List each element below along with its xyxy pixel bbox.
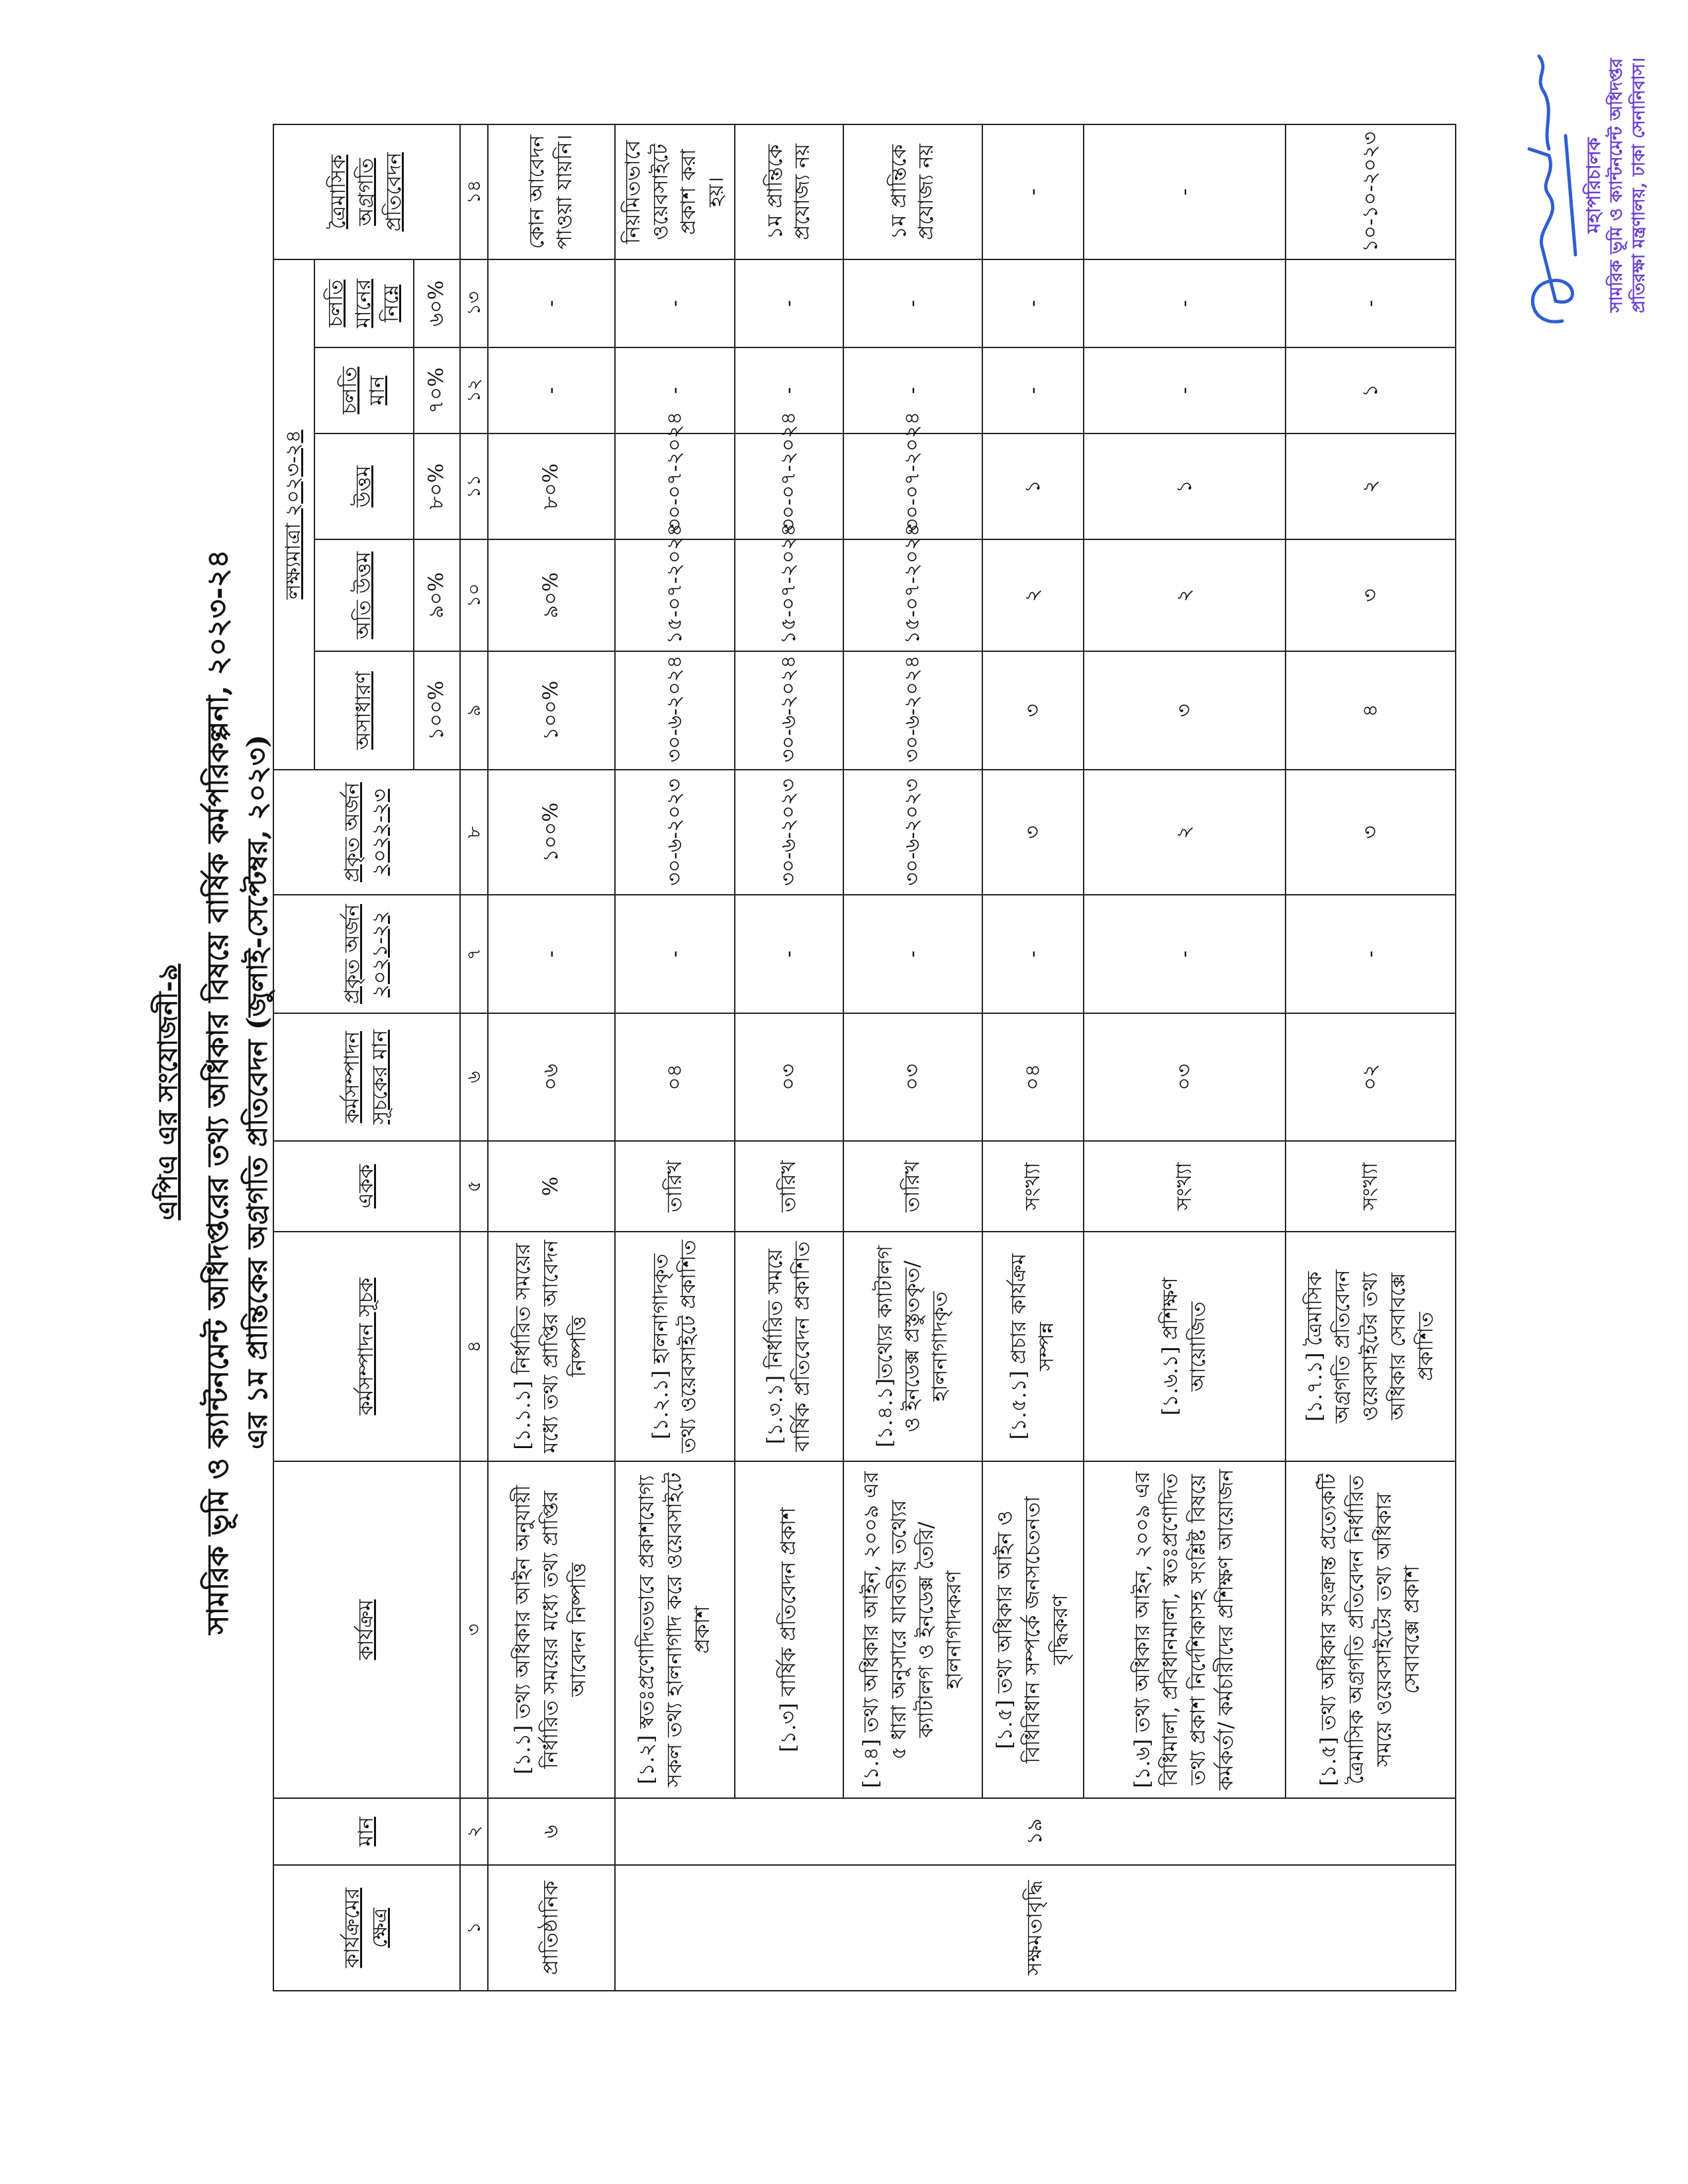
t70-cell: - (735, 347, 843, 433)
report-cell: - (1084, 124, 1286, 259)
area-cell: সক্ষমতাবৃদ্ধি (615, 1865, 1456, 1991)
header-target-pct: ১০০% (414, 651, 460, 770)
indicator-cell: [১.১.১] নির্ধারিত সময়ের মধ্যে তথ্য প্রাপ্তির আবেদন নিষ্পত্তি (488, 1232, 615, 1461)
column-number: ৩ (460, 1461, 488, 1798)
unit-cell: % (488, 1141, 615, 1232)
column-number: ৪ (460, 1232, 488, 1461)
column-number: ৮ (460, 770, 488, 895)
a2223-cell: ৩ (982, 770, 1084, 895)
a2122-cell: - (615, 895, 735, 1013)
column-number: ১৩ (460, 259, 488, 347)
a2122-cell: - (1084, 895, 1286, 1013)
t80-cell: ২ (1286, 433, 1456, 539)
column-number: ১৪ (460, 124, 488, 259)
table-row (1084, 124, 1286, 1991)
stamp-ministry: প্রতিরক্ষা মন্ত্রণালয়, ঢাকা সেনানিবাস। (1629, 57, 1650, 314)
t100-cell: ৩০-৬-২০২৪ (615, 651, 735, 770)
t100-cell: ৩০-৬-২০২৪ (735, 651, 843, 770)
column-number: ৫ (460, 1141, 488, 1232)
activity-cell: [১.৬] তথ্য অধিকার আইন, ২০০৯ এর বিধিমালা, প্রবিধানমালা, স্বতঃপ্রণোদিত তথ্য প্রকাশ নির্দেশিকাসহ সংশ্লিষ্ট বিষয়ে কর্মকর্তা/ কর্মচারীদের প্রশিক্ষণ আয়োজন (1084, 1461, 1286, 1798)
action-plan-table (273, 124, 1456, 1991)
a2223-cell: ৩০-৬-২০২৩ (843, 770, 982, 895)
t60-cell: - (615, 259, 735, 347)
header-target-pct: ৬০% (414, 259, 460, 347)
report-cell: ১ম প্রান্তিকে প্রযোজ্য নয় (843, 124, 982, 259)
indicator-cell: [১.৪.১]তথ্যের ক্যাটালগ ও ইনডেক্স প্রস্তুতকৃত/হালনাগাদকৃত (843, 1232, 982, 1461)
indicator-cell: [১.৬.১] প্রশিক্ষণ আয়োজিত (1084, 1232, 1286, 1461)
unit-cell: তারিখ (735, 1141, 843, 1232)
header-target-group: লক্ষ্যমাত্রা ২০২৩-২৪ (273, 259, 314, 770)
annex-text: এপিএ এর সংযোজনী-৯ (152, 964, 183, 1220)
stamp-office: সামরিক ভূমি ও ক্যান্টনমেন্ট অধিদপ্তর (1607, 58, 1627, 313)
t60-cell: - (488, 259, 615, 347)
activity-cell: [১.৫] তথ্য অধিকার আইন ও বিধিবিধান সম্পর্কে জনসচেতনতা বৃদ্ধিকরণ (982, 1461, 1084, 1798)
t80-cell: ৩০-০৭-২০২৪ (735, 433, 843, 539)
activity-cell: [১.৩] বার্ষিক প্রতিবেদন প্রকাশ (735, 1461, 843, 1798)
area-cell: প্রাতিষ্ঠানিক (488, 1865, 615, 1991)
indicator-cell: [১.৩.১] নির্ধারিত সময়ে বার্ষিক প্রতিবেদন প্রকাশিত (735, 1232, 843, 1461)
header-activity: কার্যক্রম (273, 1461, 460, 1798)
t80-cell: ৩০-০৭-২০২৪ (843, 433, 982, 539)
activity-cell: [১.৪] তথ্য অধিকার আইন, ২০০৯ এর ৫ ধারা অনুসারে যাবতীয় তথ্যের ক্যাটালগ ও ইনডেক্স তৈরি/হালনাগাদকরণ (843, 1461, 982, 1798)
value-cell: ০৩ (843, 1013, 982, 1141)
t90-cell: ১৫-০৭-২০২৪ (735, 539, 843, 651)
t70-cell: - (488, 347, 615, 433)
t60-cell: - (843, 259, 982, 347)
column-number: ১০ (460, 539, 488, 651)
t100-cell: ৩ (1084, 651, 1286, 770)
report-cell: ১ম প্রান্তিকে প্রযোজ্য নয় (735, 124, 843, 259)
t90-cell: ১৫-০৭-২০২৪ (615, 539, 735, 651)
t100-cell: ৪ (1286, 651, 1456, 770)
value-cell: ০৪ (982, 1013, 1084, 1141)
a2122-cell: - (843, 895, 982, 1013)
header-actual-2021-22: প্রকৃত অর্জন ২০২১-২২ (273, 895, 460, 1013)
t90-cell: ৯০% (488, 539, 615, 651)
indicator-cell: [১.২.১] হালনাগাদকৃত তথ্য ওয়েবসাইটে প্রকাশিত (615, 1232, 735, 1461)
header-target-label: চলতি মানের নিম্নে (314, 259, 414, 347)
t90-cell: ১৫-০৭-২০২৪ (843, 539, 982, 651)
column-number-row (460, 124, 488, 1991)
a2122-cell: - (735, 895, 843, 1013)
header-unit: একক (273, 1141, 460, 1232)
annex-label (147, 0, 191, 2184)
marks-cell: ১৯ (615, 1798, 1456, 1865)
a2223-cell: ৩০-৬-২০২৩ (615, 770, 735, 895)
table-row (488, 124, 615, 1991)
a2122-cell: - (982, 895, 1084, 1013)
t100-cell: ৩০-৬-২০২৪ (843, 651, 982, 770)
unit-cell: তারিখ (615, 1141, 735, 1232)
table-row (1286, 124, 1456, 1991)
activity-cell: [১.২] স্বতঃপ্রণোদিতভাবে প্রকাশযোগ্য সকল তথ্য হালনাগাদ করে ওয়েবসাইটে প্রকাশ (615, 1461, 735, 1798)
t80-cell: ৩০-০৭-২০২৪ (615, 433, 735, 539)
report-cell: কোন আবেদন পাওয়া যায়নি। (488, 124, 615, 259)
column-number: ৬ (460, 1013, 488, 1141)
t80-cell: ১ (1084, 433, 1286, 539)
activity-cell: [১.১] তথ্য অধিকার আইন অনুযায়ী নির্ধারিত সময়ের মধ্যে তথ্য প্রাপ্তির আবেদন নিষ্পত্তি (488, 1461, 615, 1798)
table-row (843, 124, 982, 1991)
header-target-pct: ৭০% (414, 347, 460, 433)
a2122-cell: - (488, 895, 615, 1013)
a2223-cell: ১০০% (488, 770, 615, 895)
t60-cell: - (735, 259, 843, 347)
t80-cell: ৮০% (488, 433, 615, 539)
value-cell: ০৩ (1084, 1013, 1286, 1141)
column-number: ২ (460, 1798, 488, 1865)
t60-cell: - (1286, 259, 1456, 347)
header-indicator-value: কর্মসম্পাদন সূচকের মান (273, 1013, 460, 1141)
table-row (615, 124, 735, 1991)
t70-cell: - (615, 347, 735, 433)
a2223-cell: ২ (1084, 770, 1286, 895)
value-cell: ০৩ (735, 1013, 843, 1141)
report-cell: - (982, 124, 1084, 259)
value-cell: ০২ (1286, 1013, 1456, 1141)
unit-cell: সংখ্যা (1084, 1141, 1286, 1232)
column-number: ৭ (460, 895, 488, 1013)
header-actual-2022-23: প্রকৃত অর্জন ২০২২-২৩ (273, 770, 460, 895)
column-number: ১ (460, 1865, 488, 1991)
t80-cell: ১ (982, 433, 1084, 539)
activity-cell: [১.৫] তথ্য অধিকার সংক্রান্ত প্রত্যেকটি ত্রৈমাসিক অগ্রগতি প্রতিবেদন নির্ধারিত সময়ে ওয়েবসাইটের তথ্য অধিকার সেবাবক্সে প্রকাশ (1286, 1461, 1456, 1798)
column-number: ৯ (460, 651, 488, 770)
header-indicator: কর্মসম্পাদন সূচক (273, 1232, 460, 1461)
header-area: কার্যক্রমের ক্ষেত্র (273, 1865, 460, 1991)
header-target-pct: ৯০% (414, 539, 460, 651)
value-cell: ০৬ (488, 1013, 615, 1141)
a2122-cell: - (1286, 895, 1456, 1013)
t60-cell: - (1084, 259, 1286, 347)
table-row (982, 124, 1084, 1991)
t60-cell: - (982, 259, 1084, 347)
header-target-label: চলতি মান (314, 347, 414, 433)
header-target-label: অতি উত্তম (314, 539, 414, 651)
t100-cell: ১০০% (488, 651, 615, 770)
t100-cell: ৩ (982, 651, 1084, 770)
column-number: ১২ (460, 347, 488, 433)
unit-cell: সংখ্যা (1286, 1141, 1456, 1232)
report-cell: ১০-১০-২০২৩ (1286, 124, 1456, 259)
header-target-label: অসাধারণ (314, 651, 414, 770)
a2223-cell: ৩ (1286, 770, 1456, 895)
report-cell: নিয়মিতভাবে ওয়েবসাইটে প্রকাশ করা হয়। (615, 124, 735, 259)
t70-cell: ১ (1286, 347, 1456, 433)
t90-cell: ২ (982, 539, 1084, 651)
t70-cell: - (982, 347, 1084, 433)
header-target-pct: ৮০% (414, 433, 460, 539)
indicator-cell: [১.৭.১] ত্রৈমাসিক অগ্রগতি প্রতিবেদন ওয়েবসাইটের তথ্য অধিকার সেবাবক্সে প্রকাশিত (1286, 1232, 1456, 1461)
header-marks: মান (273, 1798, 460, 1865)
header-target-label: উত্তম (314, 433, 414, 539)
indicator-cell: [১.৫.১] প্রচার কার্যক্রম সম্পন্ন (982, 1232, 1084, 1461)
table-row (735, 124, 843, 1991)
stamp-title: মহাপরিচালক (1583, 137, 1605, 234)
t90-cell: ৩ (1286, 539, 1456, 651)
marks-cell: ৬ (488, 1798, 615, 1865)
t70-cell: - (1084, 347, 1286, 433)
document-title: সামরিক ভূমি ও ক্যান্টনমেন্ট অধিদপ্তরের তথ্য অধিকার বিষয়ে বার্ষিক কর্মপরিকল্পনা, ২০২৩-২৪ (201, 549, 235, 1635)
unit-cell: তারিখ (843, 1141, 982, 1232)
document-subtitle: এর ১ম প্রান্তিকের অগ্রগতি প্রতিবেদন (জুলাই-সেপ্টেম্বর, ২০২৩) (241, 734, 273, 1450)
value-cell: ০৪ (615, 1013, 735, 1141)
column-number: ১১ (460, 433, 488, 539)
a2223-cell: ৩০-৬-২০২৩ (735, 770, 843, 895)
official-stamp (1582, 33, 1651, 338)
unit-cell: সংখ্যা (982, 1141, 1084, 1232)
t90-cell: ২ (1084, 539, 1286, 651)
t70-cell: - (843, 347, 982, 433)
header-quarterly-report: ত্রৈমাসিক অগ্রগতি প্রতিবেদন (273, 124, 460, 259)
